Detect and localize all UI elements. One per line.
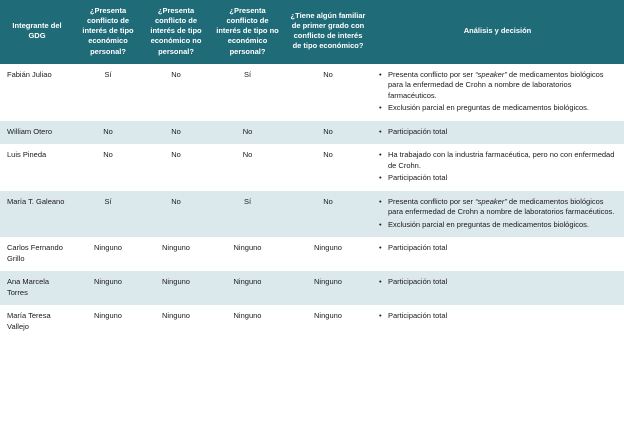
- analysis-cell: [371, 191, 624, 238]
- member-name: María T. Galeano: [0, 191, 74, 238]
- analysis-bullet-list: [379, 150, 618, 184]
- answer-economic-nonpersonal: Ninguno: [142, 237, 210, 271]
- table-row: [0, 64, 624, 121]
- answer-family-economic: Ninguno: [285, 237, 371, 271]
- table-row: [0, 191, 624, 238]
- list-item: • Exclusión parcial en preguntas de medicamentos biológicos.: [379, 220, 618, 231]
- list-item: • Participación total: [379, 173, 618, 184]
- answer-noneconomic-personal: No: [210, 121, 285, 145]
- analysis-cell: [371, 121, 624, 145]
- column-header-family-economic: ¿Tiene algún familiar de primer grado con conflicto de interés de tipo económico?: [285, 0, 371, 64]
- answer-economic-personal: Ninguno: [74, 237, 142, 271]
- answer-noneconomic-personal: Sí: [210, 64, 285, 121]
- table-row: [0, 305, 624, 339]
- list-item: • Ha trabajado con la industria farmacéutica, pero no con enfermedad de Crohn.: [379, 150, 618, 171]
- table-row: [0, 144, 624, 191]
- analysis-bullet-list: [379, 277, 618, 288]
- list-item: • Participación total: [379, 277, 618, 288]
- answer-economic-personal: No: [74, 144, 142, 191]
- answer-noneconomic-personal: Sí: [210, 191, 285, 238]
- analysis-cell: [371, 64, 624, 121]
- column-header-noneconomic-personal: ¿Presenta conflicto de interés de tipo no económico personal?: [210, 0, 285, 64]
- list-item: • Participación total: [379, 243, 618, 254]
- answer-noneconomic-personal: No: [210, 144, 285, 191]
- answer-family-economic: No: [285, 191, 371, 238]
- answer-economic-personal: Sí: [74, 191, 142, 238]
- analysis-bullet-list: [379, 197, 618, 231]
- answer-family-economic: Ninguno: [285, 271, 371, 305]
- analysis-cell: [371, 144, 624, 191]
- column-header-member: Integrante del GDG: [0, 0, 74, 64]
- answer-economic-nonpersonal: Ninguno: [142, 305, 210, 339]
- answer-family-economic: No: [285, 121, 371, 145]
- table-header-row: [0, 0, 624, 64]
- table-header: [0, 0, 624, 64]
- analysis-bullet-list: [379, 127, 618, 138]
- table-body: [0, 64, 624, 340]
- column-header-economic-nonpersonal: ¿Presenta conflicto de interés de tipo económico no personal?: [142, 0, 210, 64]
- answer-family-economic: No: [285, 144, 371, 191]
- answer-economic-nonpersonal: Ninguno: [142, 271, 210, 305]
- list-item: • Presenta conflicto por ser “speaker” de medicamentos biológicos para la enfermedad de Crohn a nombre de laboratorios farmacéuticos.: [379, 70, 618, 102]
- answer-family-economic: Ninguno: [285, 305, 371, 339]
- member-name: Carlos Fernando Grillo: [0, 237, 74, 271]
- answer-economic-personal: Ninguno: [74, 305, 142, 339]
- answer-economic-personal: Sí: [74, 64, 142, 121]
- column-header-analysis: Análisis y decisión: [371, 0, 624, 64]
- member-name: María Teresa Vallejo: [0, 305, 74, 339]
- analysis-cell: [371, 305, 624, 339]
- answer-economic-nonpersonal: No: [142, 144, 210, 191]
- analysis-bullet-list: [379, 243, 618, 254]
- table-row: [0, 237, 624, 271]
- analysis-bullet-list: [379, 70, 618, 114]
- answer-family-economic: No: [285, 64, 371, 121]
- analysis-cell: [371, 271, 624, 305]
- table-row: [0, 121, 624, 145]
- column-header-economic-personal: ¿Presenta conflicto de interés de tipo económico personal?: [74, 0, 142, 64]
- member-name: Luis Pineda: [0, 144, 74, 191]
- analysis-cell: [371, 237, 624, 271]
- list-item: • Presenta conflicto por ser “speaker” de medicamentos biológicos para enfermedad de Crohn a nombre de laboratorios farmacéuticos.: [379, 197, 618, 218]
- answer-economic-nonpersonal: No: [142, 191, 210, 238]
- list-item: • Participación total: [379, 127, 618, 138]
- analysis-bullet-list: [379, 311, 618, 322]
- answer-economic-nonpersonal: No: [142, 121, 210, 145]
- answer-noneconomic-personal: Ninguno: [210, 305, 285, 339]
- answer-economic-nonpersonal: No: [142, 64, 210, 121]
- member-name: William Otero: [0, 121, 74, 145]
- answer-noneconomic-personal: Ninguno: [210, 271, 285, 305]
- list-item: • Exclusión parcial en preguntas de medicamentos biológicos.: [379, 103, 618, 114]
- answer-economic-personal: No: [74, 121, 142, 145]
- member-name: Fabián Juliao: [0, 64, 74, 121]
- member-name: Ana Marcela Torres: [0, 271, 74, 305]
- answer-economic-personal: Ninguno: [74, 271, 142, 305]
- table-row: [0, 271, 624, 305]
- answer-noneconomic-personal: Ninguno: [210, 237, 285, 271]
- list-item: • Participación total: [379, 311, 618, 322]
